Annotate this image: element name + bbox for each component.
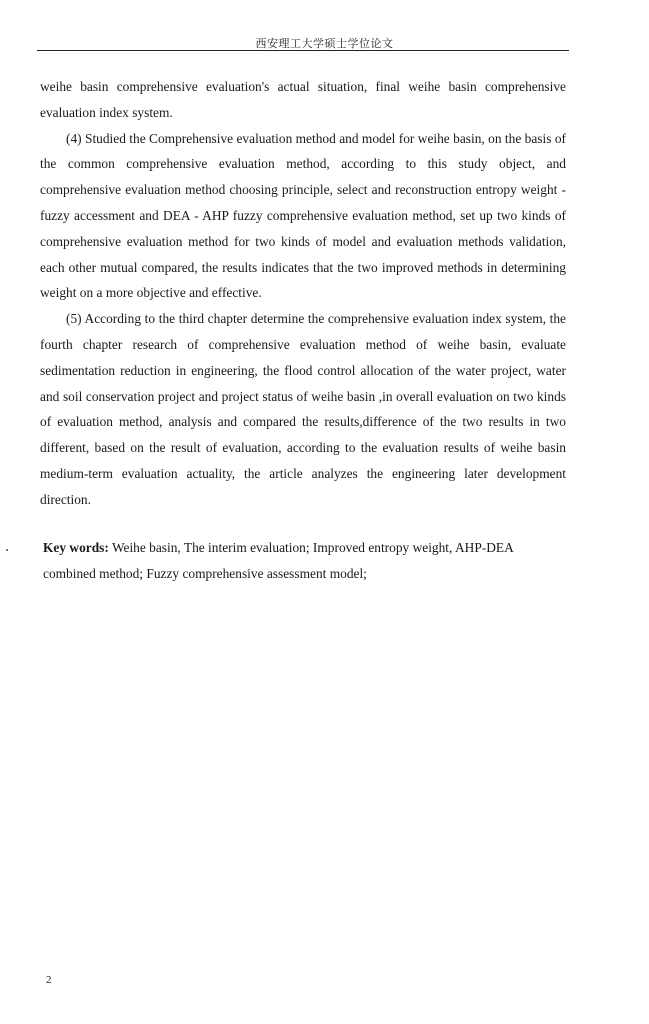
margin-mark: [6, 549, 8, 551]
body-text: [40, 74, 566, 587]
header-rule: [37, 50, 569, 51]
paragraph-item-4: (4) Studied the Comprehensive evaluation method and model for weihe basin, on the basis of the common comprehensive evaluation method, according to this study object, and comprehensive evaluation method choosing principle, select and reconstruction entropy weight - fuzzy accessment and DEA - AHP fuzzy comprehensive evaluation method, set up two kinds of comprehensive evaluation method for two kinds of model and evaluation methods validation, each other mutual compared, the results indicates that the two improved methods in determining weight on a more objective and effective.: [40, 130, 566, 301]
keywords-block: [43, 535, 533, 587]
page-number: 2: [46, 974, 52, 986]
keywords-label: Key words:: [43, 539, 109, 555]
page-header: 西安理工大学硕士学位论文: [255, 38, 394, 50]
paragraph-item-5: (5) According to the third chapter determine the comprehensive evaluation index system, the fourth chapter research of comprehensive evaluation method of weihe basin, evaluate sedimentation reduction in engineering, the flood control allocation of the water project, water and soil conservation project and project status of weihe basin ,in overall evaluation on two kinds of evaluation method, analysis and compared the results,difference of the two results in two different, based on the result of evaluation, according to the evaluation results of weihe basin medium-term evaluation actuality, the article analyzes the engineering later development direction.: [40, 311, 566, 507]
paragraph-continuation: weihe basin comprehensive evaluation's actual situation, final weihe basin comprehensive evaluation index system.: [40, 79, 566, 120]
keywords-text: Weihe basin, The interim evaluation; Improved entropy weight, AHP-DEA combined method; Fuzzy comprehensive assessment model;: [43, 539, 514, 581]
